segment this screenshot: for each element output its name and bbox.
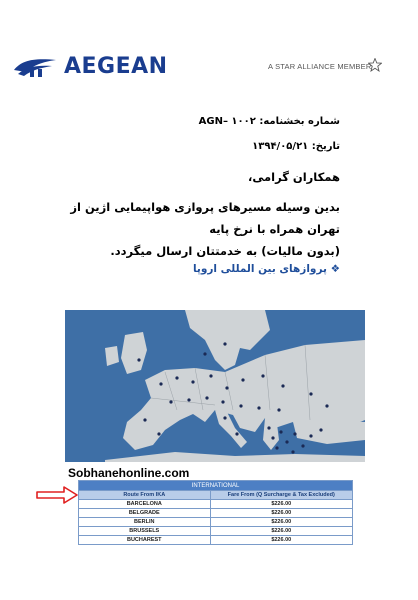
letterhead — [0, 0, 418, 90]
table-row — [79, 509, 353, 518]
red-arrow-icon — [36, 486, 78, 504]
greeting: همکاران گرامی، — [248, 170, 340, 184]
table-row — [79, 518, 353, 527]
route-cell: BUCHAREST — [79, 536, 211, 545]
fare-cell: $226.00 — [210, 536, 352, 545]
star-alliance-icon — [368, 58, 382, 72]
aegean-logo-text: AEGEAN — [64, 54, 168, 79]
section-heading: ❖ پروازهای بین المللی اروپا — [192, 263, 340, 275]
fare-cell: $226.00 — [210, 527, 352, 536]
fare-cell: $226.00 — [210, 500, 352, 509]
aegean-bird-logo-icon — [12, 56, 58, 78]
fares-table — [78, 480, 353, 545]
fare-cell: $226.00 — [210, 509, 352, 518]
letter-body — [40, 196, 340, 262]
table-row — [79, 536, 353, 545]
column-header-route: Route From IKA — [79, 491, 211, 500]
route-cell: BRUSSELS — [79, 527, 211, 536]
fare-cell: $226.00 — [210, 518, 352, 527]
route-cell: BELGRADE — [79, 509, 211, 518]
letter-date: تاریخ: ۱۳۹۴/۰۵/۲۱ — [252, 141, 340, 152]
column-header-fare: Fare From (Q Surcharge & Tax Excluded) — [210, 491, 352, 500]
route-cell: BARCELONA — [79, 500, 211, 509]
route-cell: BERLIN — [79, 518, 211, 527]
watermark-text: Sobhanehonline.com — [68, 466, 190, 480]
fares-table-title: INTERNATIONAL — [79, 481, 353, 491]
circular-number: شماره بخشنامه: AGN– ۱۰۰۲ — [198, 116, 340, 127]
letter-body-line: بدین وسیله مسیرهای پروازی هواپیمایی اژین از تهران همراه با نرخ پایه — [70, 200, 340, 236]
table-row — [79, 527, 353, 536]
table-row — [79, 500, 353, 509]
star-alliance-label: A STAR ALLIANCE MEMBER — [268, 62, 372, 71]
europe-route-map — [65, 310, 365, 462]
letter-body-line: (بدون مالیات) به خدمتتان ارسال میگردد. — [110, 244, 340, 258]
